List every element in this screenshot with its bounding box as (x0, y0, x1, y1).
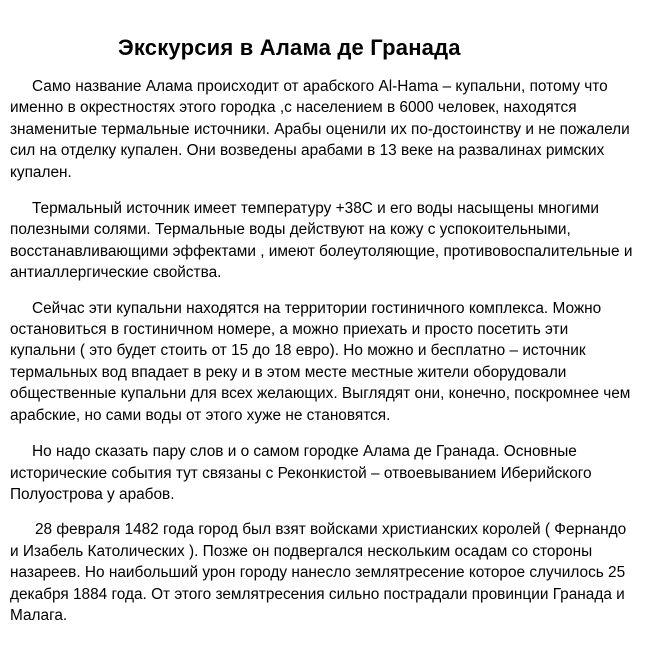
paragraph-town-history: Но надо сказать пару слов и о самом городке Алама де Гранада. Основные исторические события тут связаны с Реконкистой – отвоевыванием Иберийского Полуострова у арабов. (10, 443, 592, 503)
paragraph-name-origin: Само название Алама происходит от арабского Al-Hama – купальни, потому что именно в окрестностях этого городка ,с населением в 6000 человек, находятся знаменитые термальные источники. Арабы оценили их по-достоинству и не пожалели сил на отделку купален. Они возведены арабами в 13 веке на развалинах римских купален. (10, 78, 630, 181)
paragraph-thermal-spring: Термальный источник имеет температуру +38С и его воды насыщены многими полезными солями. Термальные воды действуют на кожу с успокоительными, восстанавливающими эффектами , имеют болеутоляющие, противовоспалительные и антиаллергические свойства. (10, 200, 633, 282)
document-title: Экскурсия в Алама де Гранада (118, 35, 461, 60)
paragraph-baths-visit: Сейчас эти купальни находятся на территории гостиничного комплекса. Можно остановиться в гостиничном номере, а можно приехать и просто посетить эти купальни ( это будет стоить от 15 до 18 евро). Но можно и бесплатно – источник термальных вод впадает в реку и в этом месте местные жители оборудовали общественные купальни для всех желающих. Выглядят они, конечно, поскромнее чем арабские, но сами воды от этого хуже не становятся. (10, 299, 631, 424)
paragraph-earthquake: 28 февраля 1482 года город был взят войсками христианских королей ( Фернандо и Изабель Католических ). Позже он подвергался нескольким осадам со стороны назареев. Но наибольший урон городу нанесло землятресение которое случилось 25 декабря 1884 года. От этого землятресения сильно пострадали провинции Гранада и Малага. (10, 521, 627, 624)
